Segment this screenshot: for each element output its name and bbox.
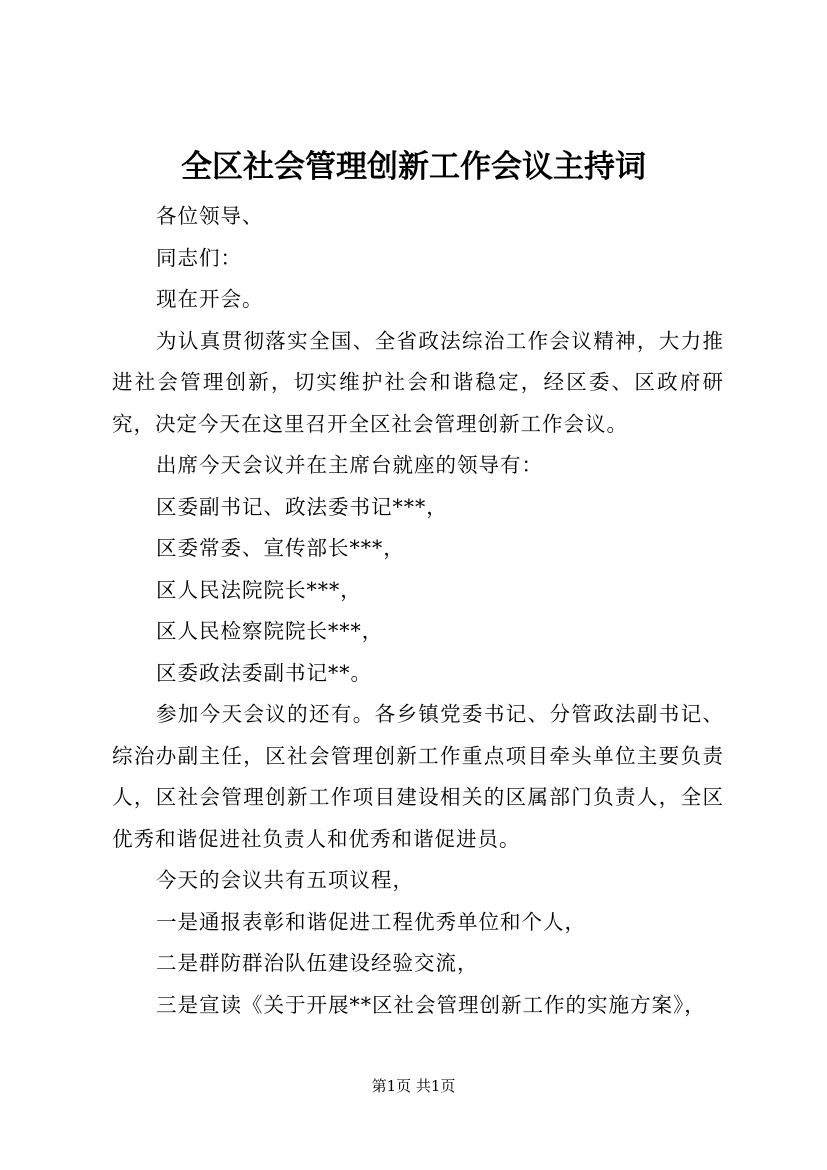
paragraph-attendees-intro: 出席今天会议并在主席台就座的领导有： [156,453,543,477]
paragraph-agenda-item-1: 一是通报表彰和谐促进工程优秀单位和个人， [156,909,586,934]
paragraph-other-attendees: 参加今天会议的还有。各乡镇党委书记、分管政法副书记、综治办副主任，区社会管理创新工作重点项目牵头单位主要负责人，区社会管理创新工作项目建设相关的区属部门负责人，全区优秀和谐促进社负责人和优秀和谐促进员。 [112,702,724,851]
paragraph-agenda-item-2: 二是群防群治队伍建设经验交流， [156,951,479,975]
document-title: 全区社会管理创新工作会议主持词 [181,149,646,185]
paragraph-attendee-2: 区委常委、宣传部长***， [156,536,405,560]
paragraph-agenda-item-3: 三是宣读《关于开展**区社会管理创新工作的实施方案》， [156,992,706,1017]
paragraph-agenda-intro: 今天的会议共有五项议程， [156,868,414,892]
paragraph-opening: 现在开会。 [156,287,264,311]
paragraph-purpose: 为认真贯彻落实全国、全省政法综治工作会议精神，大力推进社会管理创新，切实维护社会和谐稳定，经区委、区政府研究，决定今天在这里召开全区社会管理创新工作会议。 [112,328,724,436]
paragraph-attendee-3: 区人民法院院长***， [156,577,362,602]
page-footer: 第1页 共1页 [371,1077,456,1095]
document-body [112,196,724,1026]
paragraph-salutation-2: 同志们： [156,245,242,270]
paragraph-salutation-1: 各位领导、 [156,204,264,228]
paragraph-attendee-1: 区委副书记、政法委书记***， [156,494,448,519]
paragraph-attendee-4: 区人民检察院院长***， [156,619,384,643]
paragraph-attendee-5: 区委政法委副书记**。 [156,660,372,685]
